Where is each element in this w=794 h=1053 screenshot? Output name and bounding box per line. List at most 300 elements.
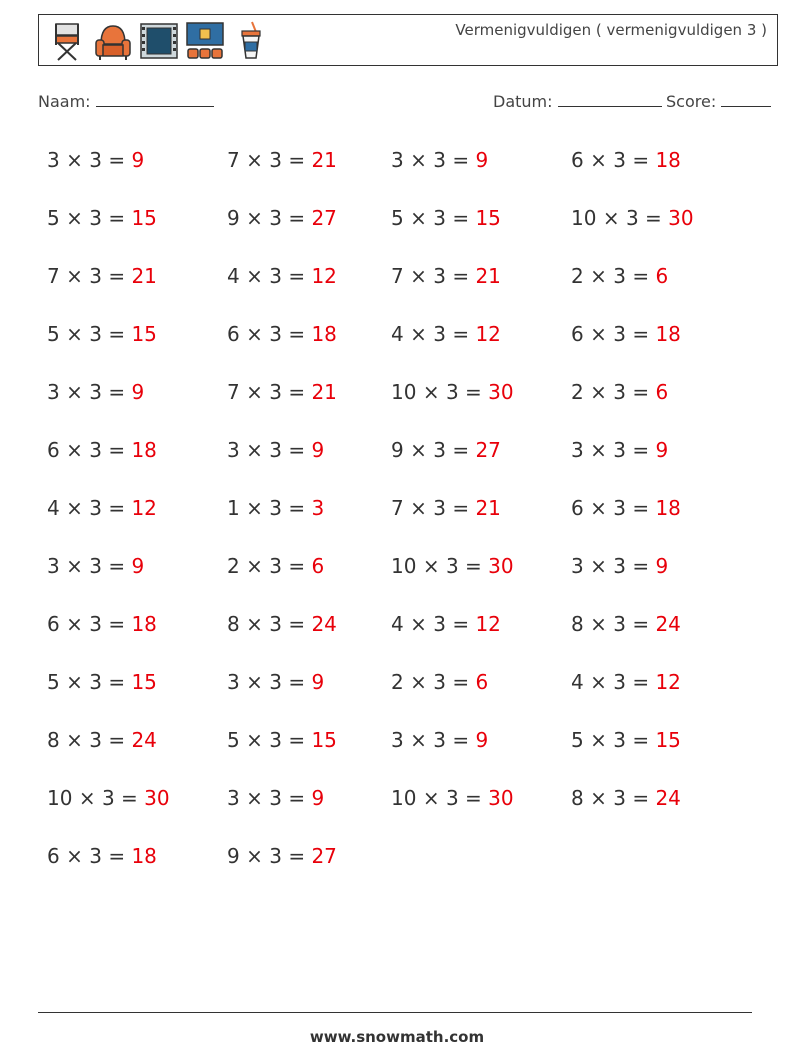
factor-b: 3 [89, 496, 102, 520]
answer: 9 [131, 148, 145, 172]
times-sign: × [590, 728, 607, 752]
answer: 6 [655, 264, 669, 288]
times-sign: × [422, 380, 440, 404]
times-sign: × [246, 786, 263, 810]
math-problem [391, 612, 501, 636]
answer: 9 [655, 438, 669, 462]
factor-b: 3 [269, 380, 282, 404]
factor-b: 3 [445, 786, 459, 810]
math-problem [47, 322, 157, 346]
math-problem [391, 438, 501, 462]
times-sign: × [410, 206, 427, 230]
factor-b: 3 [613, 322, 626, 346]
factor-a: 5 [227, 728, 240, 752]
math-problem [227, 380, 337, 404]
factor-a: 4 [47, 496, 60, 520]
factor-b: 3 [269, 612, 282, 636]
factor-a: 3 [227, 438, 240, 462]
equals-sign: = [452, 148, 470, 172]
factor-b: 3 [433, 206, 446, 230]
equals-sign: = [452, 438, 470, 462]
factor-a: 6 [571, 148, 584, 172]
times-sign: × [246, 264, 263, 288]
answer: 9 [311, 670, 325, 694]
times-sign: × [410, 670, 427, 694]
equals-sign: = [452, 496, 470, 520]
math-problem [571, 728, 681, 752]
factor-b: 3 [89, 844, 102, 868]
cinema-screen-icon [185, 20, 225, 62]
equals-sign: = [108, 148, 126, 172]
factor-a: 1 [227, 496, 240, 520]
factor-b: 3 [625, 206, 639, 230]
equals-sign: = [288, 554, 306, 578]
factor-b: 3 [89, 670, 102, 694]
equals-sign: = [452, 612, 470, 636]
factor-a: 9 [227, 844, 240, 868]
factor-a: 5 [47, 670, 60, 694]
math-problem [227, 148, 337, 172]
factor-a: 2 [571, 380, 584, 404]
math-problem [571, 612, 681, 636]
name-line[interactable] [96, 92, 214, 107]
factor-a: 8 [47, 728, 60, 752]
factor-b: 3 [269, 728, 282, 752]
answer: 9 [475, 728, 489, 752]
math-problem [227, 728, 337, 752]
factor-a: 5 [391, 206, 404, 230]
times-sign: × [66, 380, 83, 404]
factor-a: 6 [571, 496, 584, 520]
answer: 6 [655, 380, 669, 404]
math-problem [391, 554, 514, 578]
footer-url: www.snowmath.com [309, 1028, 485, 1046]
name-field [38, 92, 214, 111]
equals-sign: = [108, 844, 126, 868]
times-sign: × [410, 496, 427, 520]
factor-b: 3 [613, 496, 626, 520]
score-field [666, 92, 771, 111]
equals-sign: = [452, 322, 470, 346]
factor-a: 10 [391, 380, 417, 404]
score-label: Score: [666, 92, 717, 111]
math-problem [571, 380, 668, 404]
equals-sign: = [645, 206, 662, 230]
equals-sign: = [465, 786, 482, 810]
times-sign: × [590, 786, 607, 810]
factor-a: 7 [391, 496, 404, 520]
answer: 27 [475, 438, 501, 462]
math-problem [47, 786, 170, 810]
answer: 15 [131, 670, 157, 694]
answer: 15 [131, 206, 157, 230]
times-sign: × [246, 670, 263, 694]
answer: 24 [311, 612, 337, 636]
equals-sign: = [632, 264, 650, 288]
math-problem [47, 438, 157, 462]
math-problem [47, 670, 157, 694]
answer: 18 [311, 322, 337, 346]
answer: 24 [131, 728, 157, 752]
math-problem [47, 554, 144, 578]
times-sign: × [590, 612, 607, 636]
answer: 9 [311, 438, 325, 462]
times-sign: × [78, 786, 96, 810]
math-problem [47, 728, 157, 752]
factor-b: 3 [101, 786, 115, 810]
answer: 12 [131, 496, 157, 520]
math-problem [227, 322, 337, 346]
times-sign: × [422, 786, 440, 810]
answer: 3 [311, 496, 325, 520]
factor-a: 4 [227, 264, 240, 288]
times-sign: × [246, 554, 263, 578]
factor-b: 3 [613, 264, 626, 288]
math-problem [47, 380, 144, 404]
equals-sign: = [452, 264, 470, 288]
factor-b: 3 [89, 554, 102, 578]
equals-sign: = [108, 380, 126, 404]
times-sign: × [66, 612, 83, 636]
equals-sign: = [288, 844, 306, 868]
factor-b: 3 [613, 670, 626, 694]
times-sign: × [410, 612, 427, 636]
math-problem [47, 264, 157, 288]
score-line[interactable] [721, 92, 771, 107]
equals-sign: = [632, 380, 650, 404]
math-problem [227, 670, 324, 694]
header-icons [47, 19, 271, 63]
answer: 30 [144, 786, 170, 810]
times-sign: × [246, 380, 263, 404]
header [38, 14, 778, 66]
factor-a: 3 [47, 554, 60, 578]
math-problem [47, 612, 157, 636]
factor-b: 3 [269, 844, 282, 868]
factor-b: 3 [89, 728, 102, 752]
equals-sign: = [108, 496, 126, 520]
times-sign: × [246, 438, 263, 462]
factor-b: 3 [269, 148, 282, 172]
times-sign: × [246, 496, 263, 520]
factor-a: 4 [391, 322, 404, 346]
factor-b: 3 [269, 264, 282, 288]
times-sign: × [66, 670, 83, 694]
math-problem [391, 322, 501, 346]
factor-b: 3 [613, 554, 626, 578]
worksheet-title: Vermenigvuldigen ( vermenigvuldigen 3 ) [455, 21, 767, 39]
math-problem [571, 206, 694, 230]
times-sign: × [410, 264, 427, 288]
times-sign: × [590, 554, 607, 578]
factor-a: 6 [47, 438, 60, 462]
answer: 9 [475, 148, 489, 172]
equals-sign: = [452, 728, 470, 752]
times-sign: × [410, 148, 427, 172]
factor-a: 3 [571, 438, 584, 462]
times-sign: × [590, 496, 607, 520]
answer: 18 [131, 844, 157, 868]
factor-b: 3 [613, 728, 626, 752]
factor-b: 3 [445, 380, 459, 404]
times-sign: × [410, 438, 427, 462]
factor-a: 3 [391, 728, 404, 752]
math-problem [47, 496, 157, 520]
math-problem [227, 844, 337, 868]
factor-b: 3 [613, 438, 626, 462]
answer: 15 [655, 728, 681, 752]
factor-a: 7 [47, 264, 60, 288]
equals-sign: = [632, 322, 650, 346]
math-problem [227, 496, 324, 520]
times-sign: × [66, 554, 83, 578]
factor-b: 3 [445, 554, 459, 578]
drink-cup-icon [231, 20, 271, 62]
math-problem [571, 322, 681, 346]
math-problem [571, 554, 668, 578]
math-problem [391, 786, 514, 810]
equals-sign: = [632, 670, 650, 694]
answer: 18 [655, 148, 681, 172]
equals-sign: = [288, 728, 306, 752]
film-strip-icon [139, 20, 179, 62]
factor-b: 3 [89, 322, 102, 346]
factor-b: 3 [433, 496, 446, 520]
armchair-icon [93, 20, 133, 62]
times-sign: × [246, 206, 263, 230]
answer: 21 [475, 496, 501, 520]
times-sign: × [66, 264, 83, 288]
factor-a: 2 [571, 264, 584, 288]
factor-a: 6 [47, 844, 60, 868]
times-sign: × [66, 322, 83, 346]
answer: 9 [131, 554, 145, 578]
equals-sign: = [632, 786, 650, 810]
answer: 30 [488, 786, 514, 810]
times-sign: × [410, 728, 427, 752]
factor-b: 3 [269, 786, 282, 810]
factor-a: 8 [571, 612, 584, 636]
equals-sign: = [632, 148, 650, 172]
answer: 12 [655, 670, 681, 694]
factor-b: 3 [433, 670, 446, 694]
factor-a: 6 [47, 612, 60, 636]
math-problem [571, 438, 668, 462]
math-problem [47, 206, 157, 230]
factor-b: 3 [613, 612, 626, 636]
equals-sign: = [108, 438, 126, 462]
equals-sign: = [288, 496, 306, 520]
answer: 21 [311, 380, 337, 404]
factor-a: 3 [391, 148, 404, 172]
times-sign: × [66, 148, 83, 172]
equals-sign: = [108, 322, 126, 346]
math-problem [391, 670, 488, 694]
times-sign: × [410, 322, 427, 346]
math-problem [571, 264, 668, 288]
math-problem [227, 554, 324, 578]
name-label: Naam: [38, 92, 91, 111]
math-problem [227, 438, 324, 462]
answer: 21 [131, 264, 157, 288]
factor-b: 3 [89, 612, 102, 636]
times-sign: × [246, 844, 263, 868]
factor-a: 10 [391, 786, 417, 810]
answer: 6 [311, 554, 325, 578]
equals-sign: = [108, 670, 126, 694]
math-problem [47, 844, 157, 868]
math-problem [391, 380, 514, 404]
equals-sign: = [288, 670, 306, 694]
math-problem [391, 496, 501, 520]
answer: 12 [475, 612, 501, 636]
footer-divider [38, 1012, 752, 1013]
factor-b: 3 [269, 322, 282, 346]
factor-a: 4 [571, 670, 584, 694]
equals-sign: = [108, 206, 126, 230]
factor-b: 3 [89, 148, 102, 172]
answer: 30 [488, 554, 514, 578]
factor-a: 3 [47, 148, 60, 172]
equals-sign: = [108, 264, 126, 288]
factor-b: 3 [433, 612, 446, 636]
times-sign: × [246, 322, 263, 346]
equals-sign: = [632, 612, 650, 636]
factor-b: 3 [269, 670, 282, 694]
factor-a: 4 [391, 612, 404, 636]
times-sign: × [246, 612, 263, 636]
answer: 12 [311, 264, 337, 288]
equals-sign: = [288, 206, 306, 230]
equals-sign: = [288, 148, 306, 172]
times-sign: × [590, 670, 607, 694]
math-problem [391, 206, 501, 230]
math-problem [571, 148, 681, 172]
math-problem [391, 264, 501, 288]
times-sign: × [246, 148, 263, 172]
factor-a: 7 [391, 264, 404, 288]
answer: 30 [668, 206, 694, 230]
math-problem [227, 264, 337, 288]
equals-sign: = [632, 728, 650, 752]
answer: 27 [311, 844, 337, 868]
equals-sign: = [108, 728, 126, 752]
factor-a: 5 [571, 728, 584, 752]
factor-a: 9 [227, 206, 240, 230]
times-sign: × [66, 206, 83, 230]
factor-a: 3 [571, 554, 584, 578]
factor-a: 10 [571, 206, 597, 230]
answer: 15 [311, 728, 337, 752]
factor-b: 3 [89, 380, 102, 404]
factor-b: 3 [613, 148, 626, 172]
math-problem [571, 786, 681, 810]
math-problem [571, 496, 681, 520]
math-problem [391, 728, 488, 752]
factor-a: 3 [227, 786, 240, 810]
times-sign: × [246, 728, 263, 752]
equals-sign: = [452, 670, 470, 694]
factor-a: 9 [391, 438, 404, 462]
times-sign: × [590, 380, 607, 404]
math-problem [227, 612, 337, 636]
factor-a: 5 [47, 206, 60, 230]
answer: 21 [475, 264, 501, 288]
answer: 9 [655, 554, 669, 578]
answer: 18 [131, 612, 157, 636]
factor-b: 3 [269, 438, 282, 462]
equals-sign: = [108, 612, 126, 636]
directors-chair-icon [47, 20, 87, 62]
factor-b: 3 [613, 380, 626, 404]
date-line[interactable] [558, 92, 662, 107]
factor-b: 3 [433, 264, 446, 288]
factor-b: 3 [269, 496, 282, 520]
times-sign: × [422, 554, 440, 578]
times-sign: × [66, 728, 83, 752]
equals-sign: = [288, 264, 306, 288]
equals-sign: = [288, 612, 306, 636]
answer: 27 [311, 206, 337, 230]
factor-b: 3 [89, 264, 102, 288]
date-field [493, 92, 662, 111]
factor-a: 2 [391, 670, 404, 694]
answer: 18 [655, 496, 681, 520]
answer: 15 [131, 322, 157, 346]
factor-b: 3 [433, 148, 446, 172]
factor-b: 3 [433, 728, 446, 752]
equals-sign: = [632, 554, 650, 578]
times-sign: × [602, 206, 620, 230]
answer: 6 [475, 670, 489, 694]
factor-a: 7 [227, 380, 240, 404]
times-sign: × [66, 844, 83, 868]
equals-sign: = [288, 380, 306, 404]
equals-sign: = [108, 554, 126, 578]
times-sign: × [590, 264, 607, 288]
date-label: Datum: [493, 92, 553, 111]
factor-b: 3 [269, 206, 282, 230]
factor-a: 3 [47, 380, 60, 404]
equals-sign: = [465, 554, 482, 578]
factor-b: 3 [89, 206, 102, 230]
factor-b: 3 [269, 554, 282, 578]
times-sign: × [590, 322, 607, 346]
factor-a: 10 [47, 786, 73, 810]
factor-a: 2 [227, 554, 240, 578]
factor-a: 5 [47, 322, 60, 346]
factor-a: 8 [227, 612, 240, 636]
answer: 18 [655, 322, 681, 346]
times-sign: × [590, 438, 607, 462]
answer: 24 [655, 786, 681, 810]
factor-b: 3 [89, 438, 102, 462]
times-sign: × [590, 148, 607, 172]
answer: 12 [475, 322, 501, 346]
equals-sign: = [288, 786, 306, 810]
answer: 30 [488, 380, 514, 404]
math-problem [47, 148, 144, 172]
answer: 21 [311, 148, 337, 172]
equals-sign: = [632, 438, 650, 462]
factor-a: 6 [571, 322, 584, 346]
equals-sign: = [288, 322, 306, 346]
factor-b: 3 [433, 322, 446, 346]
math-problem [391, 148, 488, 172]
times-sign: × [66, 496, 83, 520]
factor-a: 10 [391, 554, 417, 578]
equals-sign: = [288, 438, 306, 462]
